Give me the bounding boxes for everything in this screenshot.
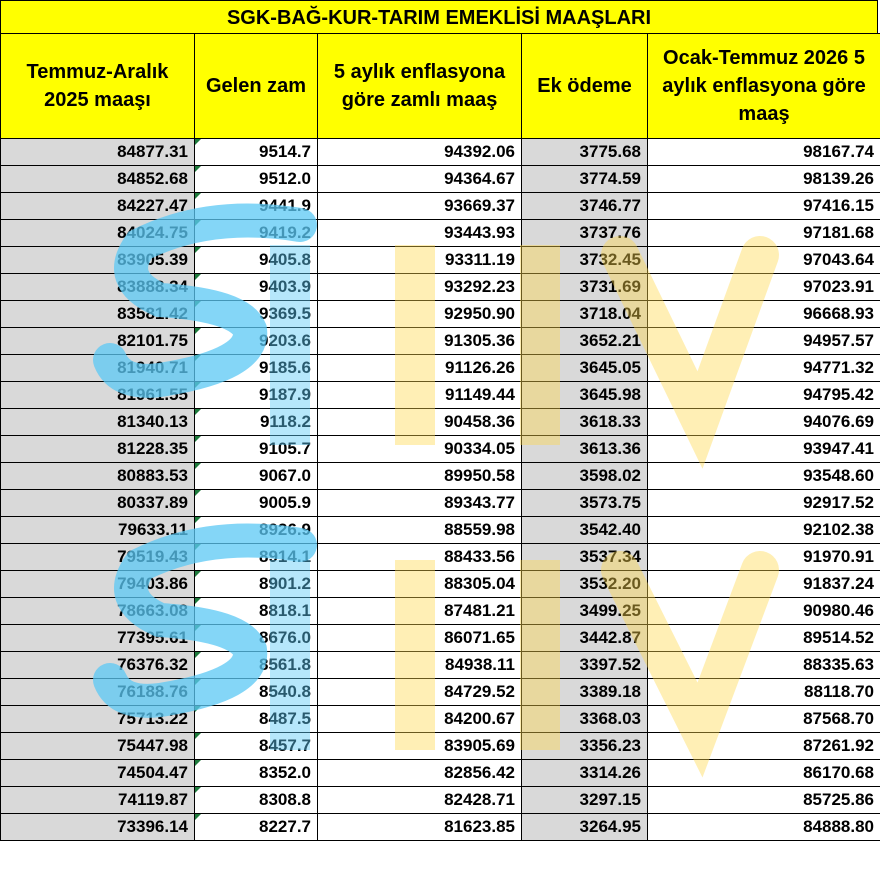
cell-extra-payment: 3314.26: [522, 760, 648, 787]
table-row: [1, 382, 880, 409]
cell-current-salary: 81961.55: [1, 382, 195, 409]
cell-extra-payment: 3732.45: [522, 247, 648, 274]
table-row: [1, 247, 880, 274]
cell-current-salary: 76376.32: [1, 652, 195, 679]
cell-raised-salary: 81623.85: [318, 814, 522, 841]
cell-raised-salary: 88433.56: [318, 544, 522, 571]
cell-current-salary: 75713.22: [1, 706, 195, 733]
cell-extra-payment: 3746.77: [522, 193, 648, 220]
cell-current-salary: 81228.35: [1, 436, 195, 463]
cell-raise: 8914.1: [195, 544, 318, 571]
cell-raised-salary: 92950.90: [318, 301, 522, 328]
cell-raise: 9514.7: [195, 139, 318, 166]
cell-current-salary: 75447.98: [1, 733, 195, 760]
table-row: [1, 679, 880, 706]
cell-new-salary: 98167.74: [648, 139, 880, 166]
sheet-title: SGK-BAĞ-KUR-TARIM EMEKLİSİ MAAŞLARI: [0, 0, 878, 34]
cell-raise: 8818.1: [195, 598, 318, 625]
cell-raise: 8540.8: [195, 679, 318, 706]
cell-extra-payment: 3499.25: [522, 598, 648, 625]
cell-current-salary: 79633.11: [1, 517, 195, 544]
cell-new-salary: 96668.93: [648, 301, 880, 328]
col-header-extra-payment: Ek ödeme: [522, 34, 648, 139]
table-row: [1, 193, 880, 220]
table-row: [1, 625, 880, 652]
cell-extra-payment: 3573.75: [522, 490, 648, 517]
cell-current-salary: 81940.71: [1, 355, 195, 382]
cell-raised-salary: 91126.26: [318, 355, 522, 382]
table-row: [1, 517, 880, 544]
cell-current-salary: 73396.14: [1, 814, 195, 841]
cell-new-salary: 88335.63: [648, 652, 880, 679]
col-header-new-salary: Ocak-Temmuz 2026 5 aylık enflasyona göre maaş: [648, 34, 880, 139]
table-row: [1, 139, 880, 166]
cell-raised-salary: 91305.36: [318, 328, 522, 355]
cell-current-salary: 83581.42: [1, 301, 195, 328]
cell-raised-salary: 90334.05: [318, 436, 522, 463]
cell-current-salary: 78663.08: [1, 598, 195, 625]
cell-extra-payment: 3618.33: [522, 409, 648, 436]
cell-new-salary: 94957.57: [648, 328, 880, 355]
cell-new-salary: 98139.26: [648, 166, 880, 193]
cell-current-salary: 84024.75: [1, 220, 195, 247]
cell-new-salary: 87568.70: [648, 706, 880, 733]
cell-current-salary: 76188.76: [1, 679, 195, 706]
cell-new-salary: 86170.68: [648, 760, 880, 787]
cell-extra-payment: 3718.04: [522, 301, 648, 328]
table-row: [1, 301, 880, 328]
cell-new-salary: 85725.86: [648, 787, 880, 814]
cell-new-salary: 90980.46: [648, 598, 880, 625]
cell-raised-salary: 93311.19: [318, 247, 522, 274]
table-row: [1, 760, 880, 787]
cell-raised-salary: 91149.44: [318, 382, 522, 409]
table-row: [1, 355, 880, 382]
cell-new-salary: 94076.69: [648, 409, 880, 436]
cell-raise: 9118.2: [195, 409, 318, 436]
cell-new-salary: 88118.70: [648, 679, 880, 706]
cell-extra-payment: 3613.36: [522, 436, 648, 463]
cell-raised-salary: 83905.69: [318, 733, 522, 760]
cell-raise: 8227.7: [195, 814, 318, 841]
cell-current-salary: 84852.68: [1, 166, 195, 193]
cell-new-salary: 92102.38: [648, 517, 880, 544]
table-row: [1, 787, 880, 814]
cell-current-salary: 84227.47: [1, 193, 195, 220]
table-row: [1, 733, 880, 760]
cell-current-salary: 80337.89: [1, 490, 195, 517]
cell-extra-payment: 3775.68: [522, 139, 648, 166]
cell-raise: 8352.0: [195, 760, 318, 787]
cell-new-salary: 91970.91: [648, 544, 880, 571]
cell-extra-payment: 3297.15: [522, 787, 648, 814]
cell-new-salary: 97043.64: [648, 247, 880, 274]
table-row: [1, 706, 880, 733]
cell-new-salary: 93548.60: [648, 463, 880, 490]
cell-new-salary: 87261.92: [648, 733, 880, 760]
cell-raise: 9187.9: [195, 382, 318, 409]
cell-extra-payment: 3264.95: [522, 814, 648, 841]
cell-new-salary: 92917.52: [648, 490, 880, 517]
cell-current-salary: 82101.75: [1, 328, 195, 355]
cell-extra-payment: 3542.40: [522, 517, 648, 544]
cell-raised-salary: 82856.42: [318, 760, 522, 787]
cell-current-salary: 74504.47: [1, 760, 195, 787]
cell-raise: 9405.8: [195, 247, 318, 274]
col-header-current-salary: Temmuz-Aralık 2025 maaşı: [1, 34, 195, 139]
cell-new-salary: 97181.68: [648, 220, 880, 247]
table-row: [1, 571, 880, 598]
cell-raised-salary: 84938.11: [318, 652, 522, 679]
cell-raise: 9203.6: [195, 328, 318, 355]
cell-raised-salary: 93292.23: [318, 274, 522, 301]
cell-current-salary: 79519.43: [1, 544, 195, 571]
table-row: [1, 598, 880, 625]
cell-raised-salary: 93443.93: [318, 220, 522, 247]
cell-extra-payment: 3356.23: [522, 733, 648, 760]
cell-extra-payment: 3652.21: [522, 328, 648, 355]
cell-new-salary: 91837.24: [648, 571, 880, 598]
cell-new-salary: 89514.52: [648, 625, 880, 652]
cell-new-salary: 97023.91: [648, 274, 880, 301]
cell-raised-salary: 86071.65: [318, 625, 522, 652]
cell-raise: 8561.8: [195, 652, 318, 679]
cell-raised-salary: 84200.67: [318, 706, 522, 733]
cell-raised-salary: 94392.06: [318, 139, 522, 166]
cell-new-salary: 93947.41: [648, 436, 880, 463]
cell-raise: 9403.9: [195, 274, 318, 301]
cell-current-salary: 80883.53: [1, 463, 195, 490]
cell-raise: 9512.0: [195, 166, 318, 193]
cell-new-salary: 94795.42: [648, 382, 880, 409]
cell-extra-payment: 3645.98: [522, 382, 648, 409]
table-row: [1, 436, 880, 463]
col-header-raise: Gelen zam: [195, 34, 318, 139]
table-row: [1, 274, 880, 301]
cell-raise: 9369.5: [195, 301, 318, 328]
table-row: [1, 814, 880, 841]
table-row: [1, 544, 880, 571]
cell-raise: 8901.2: [195, 571, 318, 598]
table-row: [1, 328, 880, 355]
table-row: [1, 166, 880, 193]
cell-raise: 8457.7: [195, 733, 318, 760]
cell-extra-payment: 3537.34: [522, 544, 648, 571]
cell-raised-salary: 89950.58: [318, 463, 522, 490]
cell-current-salary: 79403.86: [1, 571, 195, 598]
cell-extra-payment: 3397.52: [522, 652, 648, 679]
cell-extra-payment: 3645.05: [522, 355, 648, 382]
cell-raised-salary: 88305.04: [318, 571, 522, 598]
table-row: [1, 463, 880, 490]
cell-extra-payment: 3737.76: [522, 220, 648, 247]
cell-extra-payment: 3389.18: [522, 679, 648, 706]
cell-raised-salary: 93669.37: [318, 193, 522, 220]
cell-current-salary: 74119.87: [1, 787, 195, 814]
table-row: [1, 652, 880, 679]
cell-current-salary: 81340.13: [1, 409, 195, 436]
cell-new-salary: 84888.80: [648, 814, 880, 841]
cell-current-salary: 84877.31: [1, 139, 195, 166]
cell-raised-salary: 94364.67: [318, 166, 522, 193]
cell-raise: 9005.9: [195, 490, 318, 517]
cell-current-salary: 83905.39: [1, 247, 195, 274]
cell-raise: 9441.9: [195, 193, 318, 220]
cell-extra-payment: 3532.20: [522, 571, 648, 598]
pension-table: [0, 33, 880, 841]
cell-raised-salary: 84729.52: [318, 679, 522, 706]
cell-extra-payment: 3774.59: [522, 166, 648, 193]
cell-current-salary: 83888.34: [1, 274, 195, 301]
header-row: [1, 34, 880, 139]
cell-raise: 9067.0: [195, 463, 318, 490]
cell-extra-payment: 3368.03: [522, 706, 648, 733]
cell-raised-salary: 82428.71: [318, 787, 522, 814]
cell-raise: 9419.2: [195, 220, 318, 247]
cell-extra-payment: 3731.69: [522, 274, 648, 301]
cell-raise: 9185.6: [195, 355, 318, 382]
cell-raise: 8308.8: [195, 787, 318, 814]
cell-extra-payment: 3598.02: [522, 463, 648, 490]
cell-raise: 8926.9: [195, 517, 318, 544]
table-row: [1, 220, 880, 247]
cell-raise: 8487.5: [195, 706, 318, 733]
cell-raised-salary: 88559.98: [318, 517, 522, 544]
cell-raised-salary: 87481.21: [318, 598, 522, 625]
cell-raise: 9105.7: [195, 436, 318, 463]
col-header-raised-salary: 5 aylık enflasyona göre zamlı maaş: [318, 34, 522, 139]
cell-extra-payment: 3442.87: [522, 625, 648, 652]
table-row: [1, 490, 880, 517]
cell-new-salary: 94771.32: [648, 355, 880, 382]
cell-new-salary: 97416.15: [648, 193, 880, 220]
table-row: [1, 409, 880, 436]
cell-raised-salary: 89343.77: [318, 490, 522, 517]
cell-current-salary: 77395.61: [1, 625, 195, 652]
cell-raise: 8676.0: [195, 625, 318, 652]
cell-raised-salary: 90458.36: [318, 409, 522, 436]
